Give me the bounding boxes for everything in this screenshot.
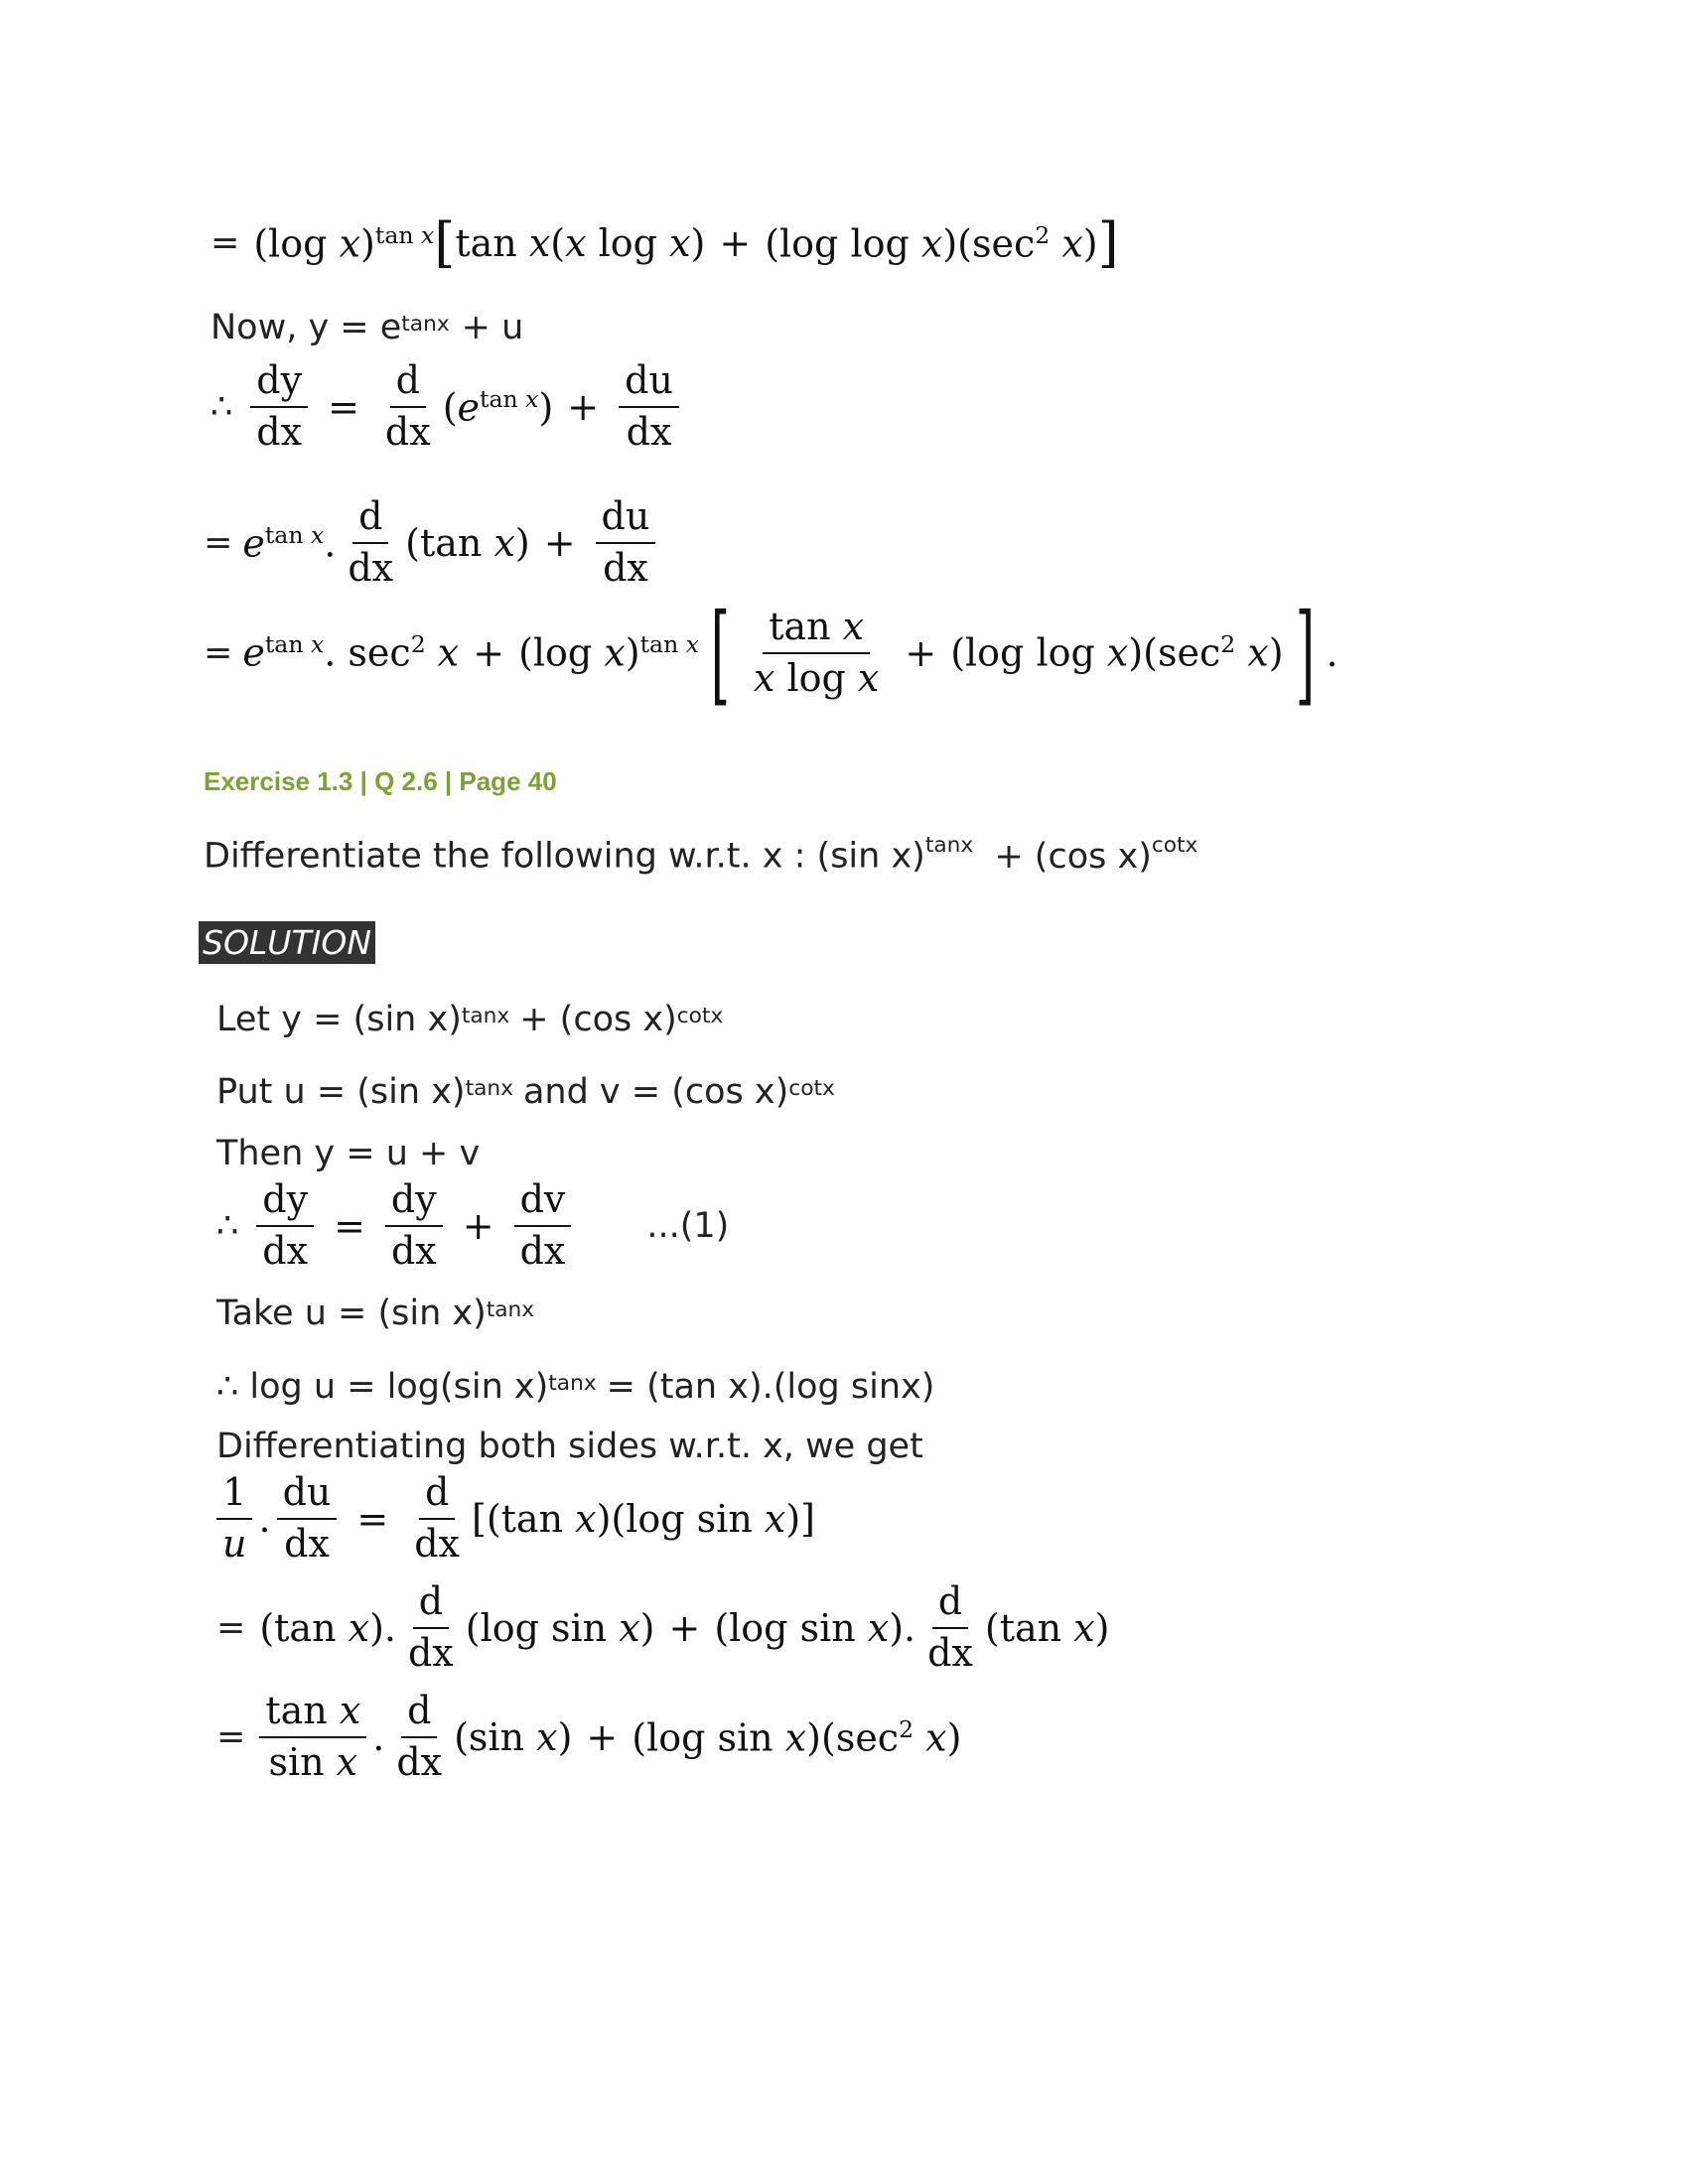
equation-line-5: ∴ $\frac{dy}{dx}$ = $\frac{dy}{dx}$ + $\frac{dv}{dx}$ ...(1) (216, 1177, 730, 1273)
question-mid: + (cos x) (994, 836, 1152, 877)
now-line (211, 303, 523, 352)
therefore-symbol: ∴ (211, 387, 233, 427)
now-suffix: + u (461, 308, 524, 347)
let-text: Let y = (sin x) (216, 1000, 462, 1039)
take-exponent: tanx (486, 1297, 535, 1323)
put-exponent-1: tanx (465, 1076, 513, 1102)
log-exponent: tanx (548, 1371, 597, 1397)
equals-sign: = (211, 223, 240, 263)
question-prefix: Differentiate the following w.r.t. x : (sin x) (204, 836, 925, 877)
equation-line-6: $\frac{1}{u}$ . $\frac{du}{dx}$ = $\frac{d}{dx}$ [(tan x)(log sin x)] (216, 1464, 815, 1573)
put-exponent-2: cotx (788, 1076, 835, 1102)
then-text: Then y = u + v (216, 1134, 481, 1173)
take-line (216, 1289, 534, 1338)
let-exponent-2: cotx (676, 1004, 724, 1029)
log-line (216, 1362, 934, 1412)
log-suffix: = (tan x).(log sinx) (606, 1367, 935, 1407)
question-exponent-1: tanx (924, 832, 974, 858)
equation-line-3: = $e^{tan x}$. $\frac{d}{dx}$ (tan x) + $\frac{du}{dx}$ (204, 488, 661, 598)
equation-reference: ...(1) (646, 1206, 730, 1246)
take-text: Take u = (sin x) (216, 1294, 487, 1333)
let-exponent-1: tanx (461, 1004, 510, 1029)
equation-line-4: = $e^{tan x}$. $\sec^2 x$ + (log x)$^{tan x}$ [ $\frac{\text{tan x}}{\text{x log x}}$ + (log $\log x)(\sec^2$ x) ] . (204, 589, 1338, 717)
let-line (216, 995, 723, 1044)
put-mid: and v = (cos x) (522, 1072, 789, 1112)
put-line (216, 1067, 835, 1117)
exercise-reference: Exercise 1.3 | Q 2.6 | Page 40 (204, 766, 557, 796)
question-text (204, 832, 1198, 877)
equation-line-8: = $\frac{\text{tan x}}{\text{sin x}}$ . $\frac{d}{dx}$ (sin x) + (log $\sin x)(\sec^2$ x) (216, 1689, 962, 1784)
solution-label: SOLUTION (199, 921, 375, 964)
log-text: ∴ log u = log(sin x) (216, 1367, 549, 1407)
put-text: Put u = (sin x) (216, 1072, 466, 1112)
equation-line-1: = (log x)$^{tan x}$ [ tan x(x log x) + (log $\log x)(\sec^2$ x) ] (211, 211, 1119, 274)
question-exponent-2: cotx (1151, 832, 1198, 858)
now-exponent: tanx (401, 312, 450, 338)
equation-line-2: ∴ $\frac{dy}{dx}$ = $\frac{d}{dx}$ $(e^{tan x})$ + $\frac{du}{dx}$ (211, 352, 685, 462)
differentiating-text: Differentiating both sides w.r.t. x, we get (216, 1427, 923, 1466)
equation-line-7: = (tan x). $\frac{d}{dx}$ (log sin x) + (log sin x). $\frac{d}{dx}$ (tan x) (216, 1579, 1110, 1675)
now-text: Now, y = e (211, 308, 402, 347)
let-mid: + (cos x) (519, 1000, 677, 1039)
